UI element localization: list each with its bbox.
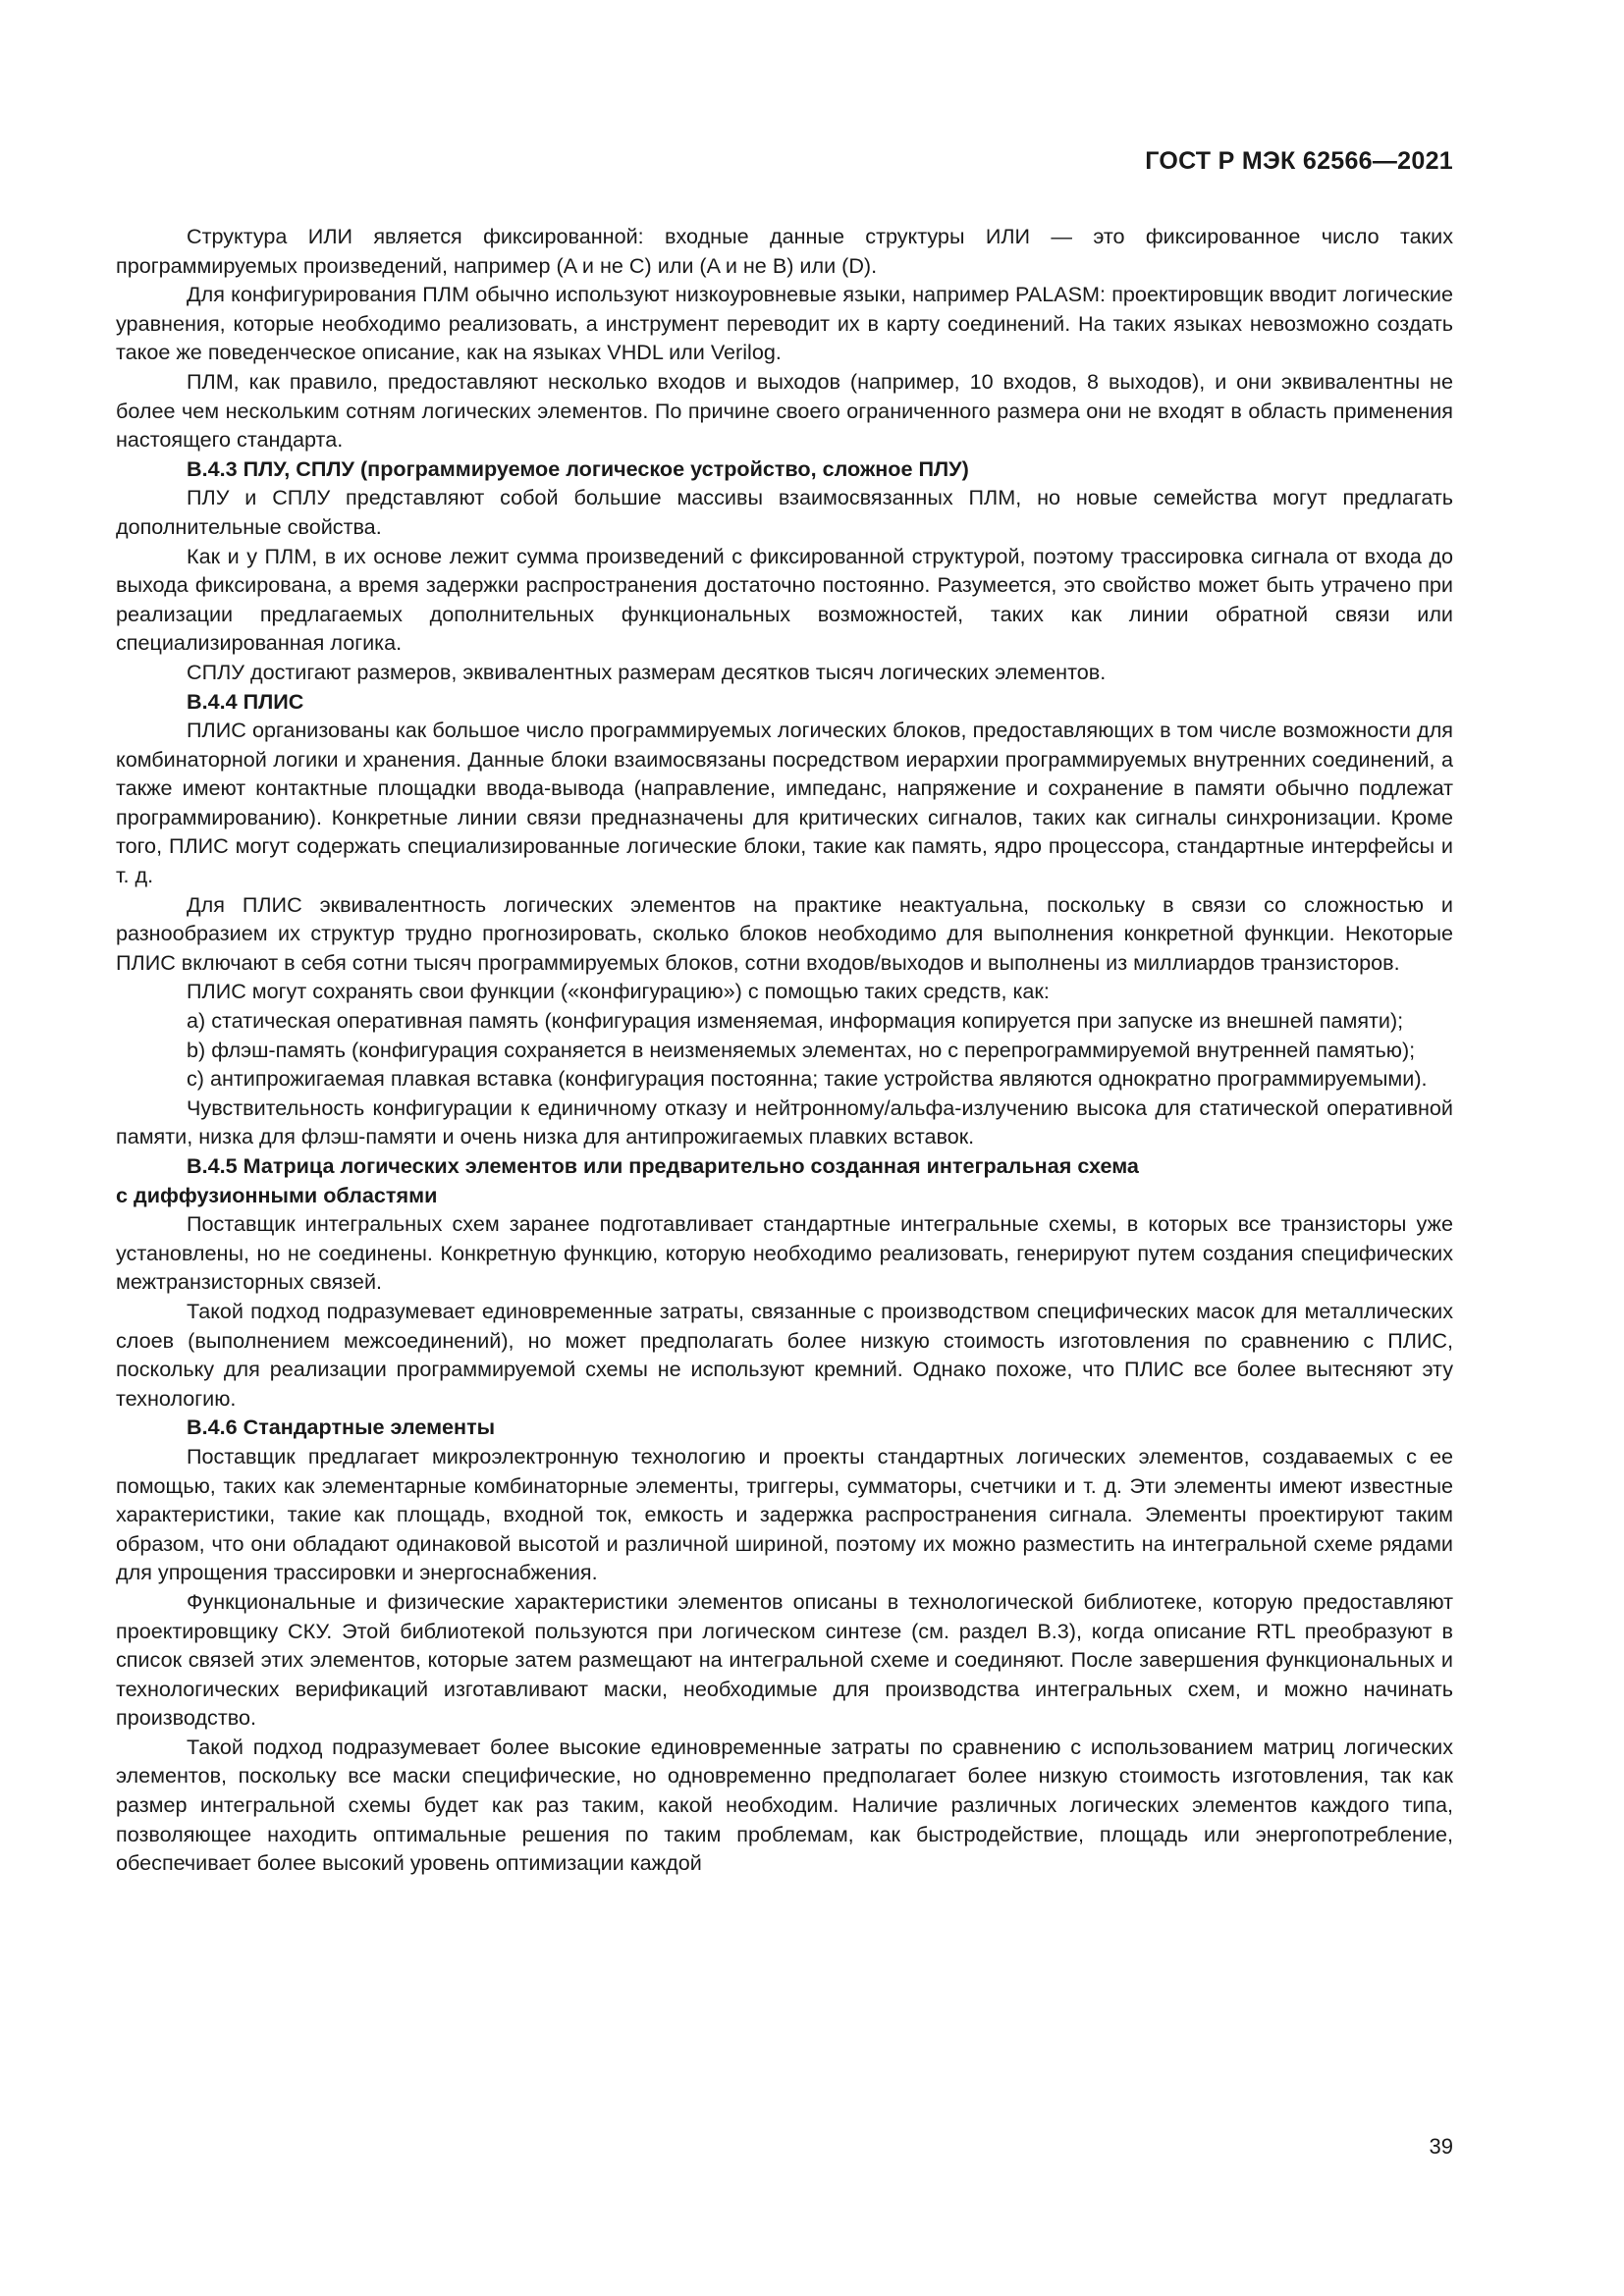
paragraph: Такой подход подразумевает более высокие единовременные затраты по сравнению с использованием матриц логических элементов, поскольку все маски специфические, но одновременно предполагает более низкую стоимость изготовления, так как размер интегральной схемы будет как раз таким, какой необходим. Наличие различных логических элементов каждого типа, позволяющее находить оптимальные решения по таким проблемам, как быстродействие, площадь или энергопотребление, обеспечивает более высокий уровень оптимизации каждой (116, 1734, 1453, 1876)
paragraph: Поставщик интегральных схем заранее подготавливает стандартные интегральные схемы, в которых все транзисторы уже установлены, но не соединены. Конкретную функцию, которую необходимо реализовать, генерируют путем создания специфических межтранзисторных связей. (116, 1211, 1453, 1295)
document-body (116, 222, 1453, 1878)
paragraph: ПЛУ и СПЛУ представляют собой большие массивы взаимосвязанных ПЛМ, но новые семейства могут предлагать дополнительные свойства. (116, 485, 1453, 539)
section-heading-continuation: с диффузионными областями (116, 1182, 438, 1207)
paragraph: ПЛИС организованы как большое число программируемых логических блоков, предоставляющих в том числе возможности для комбинаторной логики и хранения. Данные блоки взаимосвязаны посредством иерархии программируемых внутренних соединений, а также имеют контактные площадки ввода-вывода (направление, импеданс, напряжение и сохранение в памяти обычно подлежат программированию). Конкретные линии связи предназначены для критических сигналов, таких как сигналы синхронизации. Кроме того, ПЛИС могут содержать специализированные логические блоки, такие как память, ядро процессора, стандартные интерфейсы и т. д. (116, 718, 1453, 888)
section-heading: В.4.4 ПЛИС (187, 688, 304, 714)
paragraph: ПЛИС могут сохранять свои функции («конфигурацию») с помощью таких средств, как: (187, 979, 1050, 1004)
paragraph: Структура ИЛИ является фиксированной: входные данные структуры ИЛИ — это фиксированное число таких программируемых произведений, например (A и не C) или (A и не B) или (D). (116, 224, 1453, 278)
section-heading: В.4.3 ПЛУ, СПЛУ (программируемое логическое устройство, сложное ПЛУ) (187, 455, 969, 481)
paragraph: Поставщик предлагает микроэлектронную технологию и проекты стандартных логических элементов, создаваемых с ее помощью, таких как элементарные комбинаторные элементы, триггеры, сумматоры, счетчики и т. д. Эти элементы имеют известные характеристики, такие как площадь, входной ток, емкость и задержка распространения сигнала. Элементы проектируют таким образом, что они обладают одинаковой высотой и различной шириной, поэтому их можно разместить на интегральной схеме рядами для упрощения трассировки и энергоснабжения. (116, 1443, 1453, 1585)
page-number: 39 (1429, 2134, 1453, 2159)
paragraph: Для конфигурирования ПЛМ обычно используют низкоуровневые языки, например PALASM: проектировщик вводит логические уравнения, которые необходимо реализовать, а инструмент переводит их в карту соединений. На таких языках невозможно создать такое же поведенческое описание, как на языках VHDL или Verilog. (116, 282, 1453, 365)
paragraph: Чувствительность конфигурации к единичному отказу и нейтронному/альфа-излучению высока для статической оперативной памяти, низка для флэш-памяти и очень низка для антипрожигаемых плавких вставок. (116, 1095, 1453, 1149)
section-heading: В.4.5 Матрица логических элементов или предварительно созданная интегральная схема (187, 1153, 1139, 1178)
document-standard-header: ГОСТ Р МЭК 62566—2021 (1145, 147, 1453, 175)
paragraph: a) статическая оперативная память (конфигурация изменяемая, информация копируется при запуске из внешней памяти); (187, 1008, 1404, 1034)
paragraph: Как и у ПЛМ, в их основе лежит сумма произведений с фиксированной структурой, поэтому трассировка сигнала от входа до выхода фиксирована, а время задержки распространения достаточно постоянно. Разумеется, это свойство может быть утрачено при реализации предлагаемых дополнительных функциональных возможностей, таких как линии обратной связи или специализированная логика. (116, 543, 1453, 656)
paragraph: Функциональные и физические характеристики элементов описаны в технологической библиотеке, которую предоставляют проектировщику СКУ. Этой библиотекой пользуются при логическом синтезе (см. раздел В.3), когда описание RTL преобразуют в список связей этих элементов, которые затем размещают на интегральной схеме и соединяют. После завершения функциональных и технологических верификаций изготавливают маски, необходимые для производства интегральных схем, и можно начинать производство. (116, 1588, 1453, 1731)
paragraph: Для ПЛИС эквивалентность логических элементов на практике неактуальна, поскольку в связи со сложностью и разнообразием их структур трудно прогнозировать, сколько блоков необходимо для выполнения конкретной функции. Некоторые ПЛИС включают в себя сотни тысяч программируемых блоков, сотни входов/выходов и выполнены из миллиардов транзисторов. (116, 891, 1453, 975)
paragraph: ПЛМ, как правило, предоставляют несколько входов и выходов (например, 10 входов, 8 выходов), и они эквивалентны не более чем нескольким сотням логических элементов. По причине своего ограниченного размера они не входят в область применения настоящего стандарта. (116, 368, 1453, 453)
paragraph: c) антипрожигаемая плавкая вставка (конфигурация постоянна; такие устройства являются однократно программируемыми). (187, 1066, 1428, 1092)
section-heading: В.4.6 Стандартные элементы (187, 1415, 496, 1440)
paragraph: СПЛУ достигают размеров, эквивалентных размерам десятков тысяч логических элементов. (187, 659, 1107, 684)
paragraph: Такой подход подразумевает единовременные затраты, связанные с производством специфических масок для металлических слоев (выполнением межсоединений), но может предполагать более низкую стоимость изготовления по сравнению с ПЛИС, поскольку для реализации программируемой схемы не используют кремний. Однако похоже, что ПЛИС все более вытесняют эту технологию. (116, 1298, 1453, 1411)
paragraph: b) флэш-память (конфигурация сохраняется в неизменяемых элементах, но с перепрограммируемой внутренней памятью); (187, 1037, 1416, 1062)
